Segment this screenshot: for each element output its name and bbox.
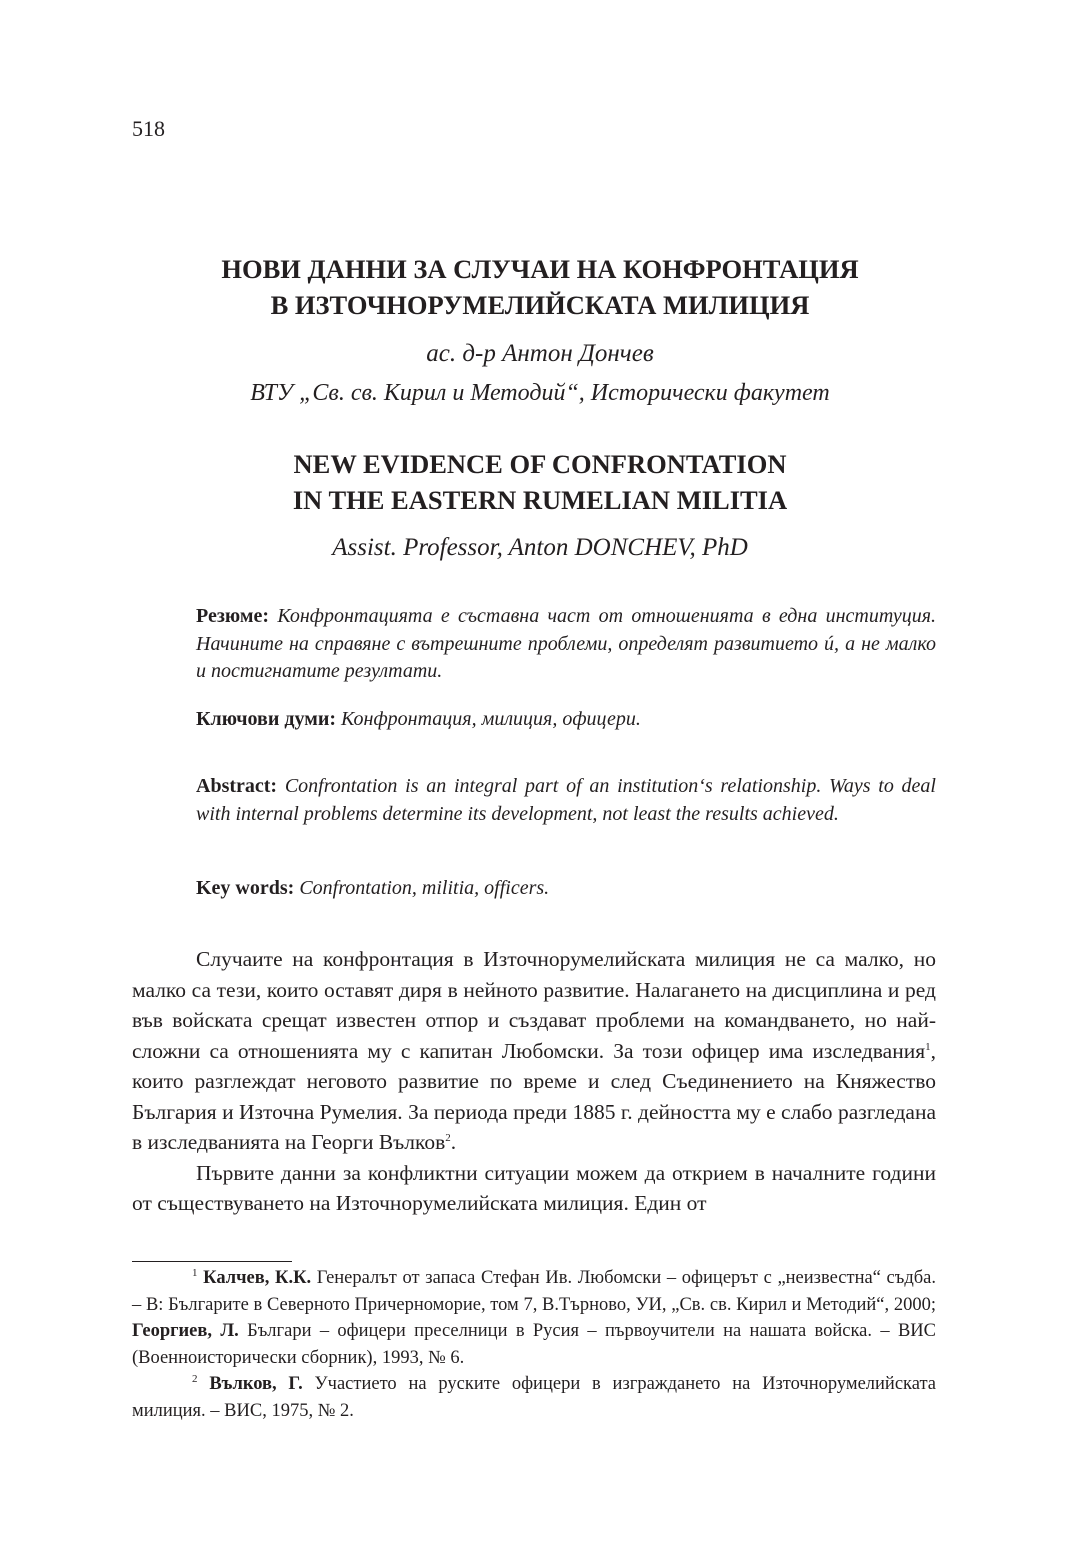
en-title-line-1: NEW EVIDENCE OF CONFRONTATION [293,449,787,479]
ru-title-line-2: В ИЗТОЧНОРУМЕЛИЙСКАТА МИЛИЦИЯ [270,290,810,320]
resume-text: Конфронтацията е съставна част от отношенията в една институция. Начините на справяне с вътрешните проблеми, определят развитието ú, а не малко и постигнатите резултати. [196,605,936,682]
ru-title [0,251,1080,323]
footnote-1-author-2: Георгиев, Л. [132,1321,239,1341]
footnote-ref-2: 2 [445,1131,451,1144]
keywords-ru-text: Конфронтация, милиция, офицери. [341,708,641,730]
footnote-separator [132,1261,292,1262]
footnote-2 [132,1371,936,1424]
footnote-1-author-1: Калчев, К.К. [203,1268,312,1288]
footnote-ref-1: 1 [925,1040,931,1053]
footnotes [132,1265,936,1424]
footnote-2-author: Вълков, Г. [209,1374,303,1394]
footnote-1-text-1: Генералът от запаса Стефан Ив. Любомски – офицерът с „неизвестна“ съдба. – В: Българите в Северното Причерноморие, том 7, В.Търново, УИ, „Св. св. Кирил и Методий“, 2000; [132,1268,936,1315]
footnote-1-text-2: Българи – офицери преселници в Русия – първоучители на нашата войска. – ВИС (Военноисторически сборник), 1993, № 6. [132,1321,936,1368]
page-number: 518 [132,116,165,141]
body-p1-part-b: , които разглеждат неговото развитие по време и след Съединението на Княжество България и Източна Румелия. За периода преди 1885 г. дейността му е слабо разгледана в изследванията на Георги Вълков [132,1038,936,1154]
footnote-2-number: 2 [192,1372,198,1385]
ru-title-line-1: НОВИ ДАННИ ЗА СЛУЧАИ НА КОНФРОНТАЦИЯ [221,254,859,284]
resume [196,603,936,686]
keywords-ru-label: Ключови думи: [196,708,337,730]
keywords-en [196,875,936,903]
body-text [132,944,936,1219]
body-paragraph-2: Първите данни за конфликтни ситуации можем да открием в началните години от съществуването на Източнорумелийската милиция. Един от [132,1160,936,1215]
en-author: Assist. Professor, Anton DONCHEV, PhD [332,534,748,561]
footnote-1 [132,1265,936,1371]
abstract-text: Confrontation is an integral part of an institution‘s relationship. Ways to deal with internal problems determine its development, not least the results achieved. [196,775,936,825]
ru-affiliation: ВТУ „Св. св. Кирил и Методий“, Исторически факутет [250,380,830,406]
keywords-en-text: Confrontation, militia, officers. [299,877,550,899]
footnote-1-number: 1 [192,1266,198,1279]
footnote-2-text: Участието на руските офицери в изграждането на Източнорумелийската милиция. – ВИС, 1975, № 2. [132,1374,937,1421]
abstract-label: Abstract: [196,775,278,797]
keywords-en-label: Key words: [196,877,295,899]
abstract [196,773,936,828]
body-p1-part-a: Случаите на конфронтация в Източнорумелийската милиция не са малко, но малко са тези, които оставят диря в нейното развитие. Налагането на дисциплина и ред във войската срещат известен отпор и създават проблеми на командването, но най-сложни са отношенията му с капитан Любомски. За този офицер има изследвания [132,947,936,1063]
en-title-line-2: IN THE EASTERN RUMELIAN MILITIA [292,485,788,515]
body-paragraph-1 [132,944,936,1158]
ru-author: ас. д-р Антон Дончев [426,340,654,367]
keywords-ru [196,706,936,734]
en-title [0,446,1080,518]
body-p1-part-c: . [450,1130,457,1154]
resume-label: Резюме: [196,605,270,627]
